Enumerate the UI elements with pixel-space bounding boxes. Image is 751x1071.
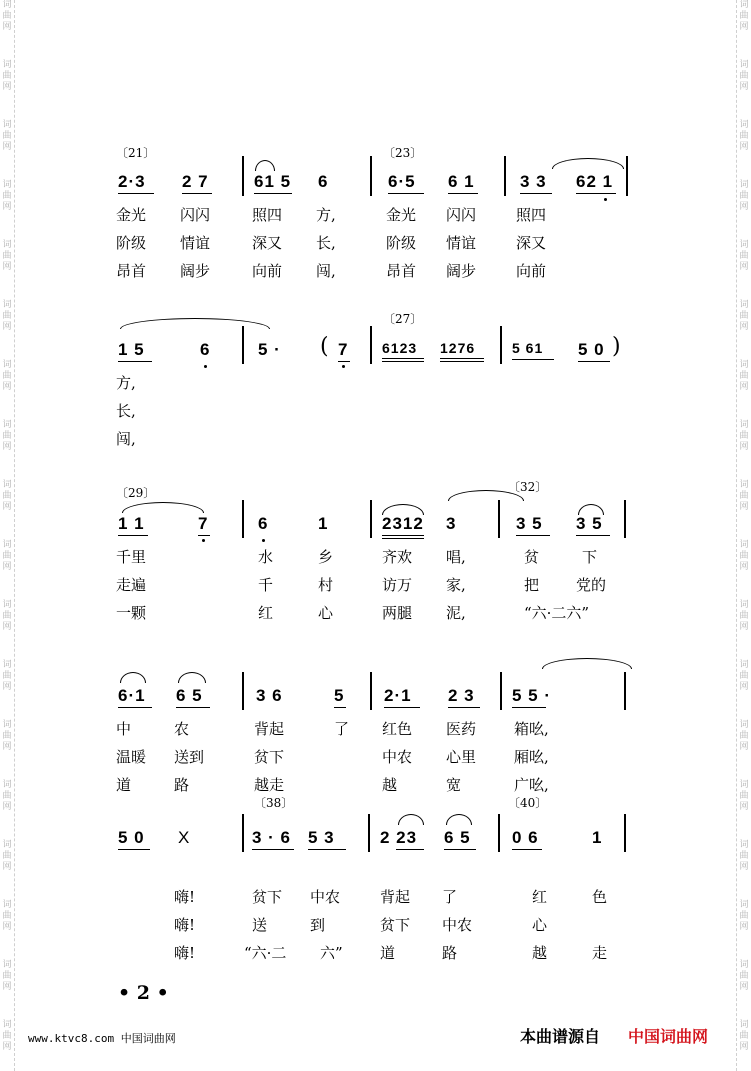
watermark-text: 词 曲 网: [2, 0, 12, 32]
lyric: 广吆,: [514, 776, 549, 794]
bar-line: [624, 500, 626, 538]
beam-line: [516, 535, 550, 536]
note-group: 6 5: [444, 828, 471, 847]
watermark-text: 词 曲 网: [739, 120, 749, 152]
lyric: 照四: [516, 206, 547, 224]
system-1: [112, 138, 632, 288]
watermark-text: 词 曲 网: [739, 720, 749, 752]
lyric: 齐欢: [382, 548, 413, 566]
lyric: 嗨!: [174, 916, 196, 934]
watermark-text: 词 曲 网: [2, 420, 12, 452]
lyric: 宽: [446, 776, 462, 794]
bar-line: [500, 672, 502, 710]
slur: [120, 318, 270, 329]
lyric: 深又: [516, 234, 547, 252]
lyric: 村: [318, 576, 334, 594]
watermark-text: 词 曲 网: [739, 600, 749, 632]
measure-number: 〔29〕: [116, 486, 156, 500]
bar-line: [242, 326, 244, 364]
lyric: 农: [174, 720, 190, 738]
lyric: 中农: [310, 888, 341, 906]
watermark-text: 词 曲 网: [2, 660, 12, 692]
lyric: 走: [592, 944, 608, 962]
slur: [398, 814, 424, 825]
slur: [122, 502, 204, 513]
lyric: “六·二六”: [524, 604, 590, 622]
beam-line: [512, 359, 554, 360]
beam-line: [382, 535, 424, 536]
beam-line: [440, 361, 484, 362]
watermark-text: 词 曲 网: [2, 60, 12, 92]
lyric: 背起: [380, 888, 411, 906]
octave-dot: [604, 198, 607, 201]
beam-line: [118, 361, 152, 362]
beam-line: [254, 193, 292, 194]
octave-dot: [342, 365, 345, 368]
watermark-text: 词 曲 网: [2, 360, 12, 392]
lyric: 嗨!: [174, 888, 196, 906]
measure-number: 〔23〕: [383, 146, 423, 160]
lyric: “六·二: [244, 944, 287, 962]
lyric: 阶级: [116, 234, 147, 252]
note-group: 5 3: [308, 828, 335, 847]
lyric: 长,: [316, 234, 336, 252]
note-group: 5 ·: [258, 340, 281, 359]
note-group: 0 6: [512, 828, 539, 847]
bar-line: [500, 326, 502, 364]
lyric: 中农: [442, 916, 473, 934]
beam-line: [118, 535, 148, 536]
watermark-text: 词 曲 网: [739, 300, 749, 332]
watermark-text: 词 曲 网: [2, 960, 12, 992]
lyric: 路: [174, 776, 190, 794]
note-group: 3 5: [516, 514, 543, 533]
watermark-text: 词 曲 网: [739, 480, 749, 512]
bar-line: [624, 814, 626, 852]
watermark-text: 词 曲 网: [2, 900, 12, 932]
watermark-text: 词 曲 网: [739, 420, 749, 452]
system-5: [112, 790, 632, 970]
note-group: 5 5 ·: [512, 686, 552, 705]
slur: [120, 672, 146, 683]
watermark-text: 词 曲 网: [739, 240, 749, 272]
lyric: 昂首: [386, 262, 417, 280]
beam-line: [444, 849, 476, 850]
beam-line: [198, 535, 210, 536]
bar-line: [498, 814, 500, 852]
note-group: 62 1: [576, 172, 614, 191]
watermark-text: 词 曲 网: [2, 840, 12, 872]
watermark-text: 词 曲 网: [2, 780, 12, 812]
note-group: 1: [318, 514, 329, 533]
lyric: 深又: [252, 234, 283, 252]
lyric: 道: [116, 776, 132, 794]
beam-line: [182, 193, 212, 194]
beam-line: [448, 193, 478, 194]
lyric: 乡: [318, 548, 334, 566]
lyric: 长,: [116, 402, 136, 420]
note-group: 7: [198, 514, 209, 533]
note-group: 6: [200, 340, 211, 359]
lyric: 水: [258, 548, 274, 566]
lyric: 路: [442, 944, 458, 962]
slur: [552, 158, 624, 169]
beam-line: [388, 193, 424, 194]
lyric: 阔步: [180, 262, 211, 280]
measure-number: 〔27〕: [383, 312, 423, 326]
lyric: 温暖: [116, 748, 147, 766]
lyric: 把: [524, 576, 540, 594]
lyric: 访万: [382, 576, 413, 594]
watermark-text: 词 曲 网: [739, 60, 749, 92]
lyric: 向前: [252, 262, 283, 280]
lyric: 千里: [116, 548, 147, 566]
lyric: 阔步: [446, 262, 477, 280]
beam-line: [118, 849, 150, 850]
watermark-text: 词 曲 网: [739, 180, 749, 212]
note-group: 6123: [382, 340, 418, 356]
lyric: 到: [310, 916, 326, 934]
lyric: 红: [258, 604, 274, 622]
watermark-text: 词 曲 网: [739, 960, 749, 992]
note-group: 3 6: [256, 686, 283, 705]
watermark-text: 词 曲 网: [2, 540, 12, 572]
note-group: 5 0: [118, 828, 145, 847]
slur: [542, 658, 632, 669]
octave-dot: [262, 539, 265, 542]
lyric: 阶级: [386, 234, 417, 252]
lyric: 金光: [386, 206, 417, 224]
lyric: 红色: [382, 720, 413, 738]
watermark-text: 词 曲 网: [2, 180, 12, 212]
watermark-text: 词 曲 网: [2, 720, 12, 752]
note-group: 5 61: [512, 340, 544, 356]
octave-dot: [202, 539, 205, 542]
lyric: 背起: [254, 720, 285, 738]
note-group: 6: [318, 172, 329, 191]
bar-line: [242, 500, 244, 538]
lyric: 闪闪: [446, 206, 477, 224]
lyric: 向前: [516, 262, 547, 280]
close-paren: ): [612, 334, 621, 359]
bar-line: [498, 500, 500, 538]
watermark-text: 词 曲 网: [739, 540, 749, 572]
measure-number: 〔21〕: [116, 146, 156, 160]
lyric: 色: [592, 888, 608, 906]
lyric: 唱,: [446, 548, 466, 566]
lyric: 送到: [174, 748, 205, 766]
bar-line: [626, 156, 628, 196]
lyric: 心里: [446, 748, 477, 766]
note-group: 61 5: [254, 172, 292, 191]
lyric: 越走: [254, 776, 285, 794]
watermark-strip-left: [0, 0, 15, 1071]
lyric: 心: [532, 916, 548, 934]
note-group: 1 5: [118, 340, 145, 359]
note-group: 2 7: [182, 172, 209, 191]
page-number: • 2 •: [118, 982, 169, 1004]
lyric: 千: [258, 576, 274, 594]
note-group: 7: [338, 340, 349, 359]
slur: [178, 672, 206, 683]
lyric: 方,: [316, 206, 336, 224]
watermark-text: 词 曲 网: [2, 1020, 12, 1052]
watermark-text: 词 曲 网: [2, 300, 12, 332]
lyric: 箱吆,: [514, 720, 549, 738]
system-3: [112, 478, 632, 628]
beam-line: [252, 849, 294, 850]
bar-line: [370, 500, 372, 538]
beam-line: [118, 707, 152, 708]
bar-line: [624, 672, 626, 710]
beam-line: [334, 707, 346, 708]
watermark-text: 词 曲 网: [739, 840, 749, 872]
lyric: 照四: [252, 206, 283, 224]
bar-line: [368, 814, 370, 852]
watermark-strip-right: [736, 0, 751, 1071]
lyric: 闯,: [116, 430, 136, 448]
note-group: 6 5: [176, 686, 203, 705]
lyric: 红: [532, 888, 548, 906]
watermark-text: 词 曲 网: [2, 120, 12, 152]
lyric: 一颗: [116, 604, 147, 622]
lyric: 情谊: [446, 234, 477, 252]
beam-line: [382, 358, 424, 359]
lyric: 贫下: [380, 916, 411, 934]
note-group: 3: [446, 514, 457, 533]
lyric: 嗨!: [174, 944, 196, 962]
open-paren: (: [320, 334, 329, 359]
lyric: 闪闪: [180, 206, 211, 224]
beam-line: [308, 849, 346, 850]
watermark-text: 词 曲 网: [2, 600, 12, 632]
measure-number: 〔40〕: [508, 796, 548, 810]
watermark-text: 词 曲 网: [739, 900, 749, 932]
slur: [255, 160, 275, 171]
lyric: 闯,: [316, 262, 336, 280]
lyric: 走遍: [116, 576, 147, 594]
note-group: 2·1: [384, 686, 412, 705]
measure-number: 〔32〕: [508, 480, 548, 494]
lyric: 厢吆,: [514, 748, 549, 766]
note-group: 6 1: [448, 172, 475, 191]
bar-line: [504, 156, 506, 196]
beam-line: [520, 193, 552, 194]
lyric: 贫: [524, 548, 540, 566]
lyric: 两腿: [382, 604, 413, 622]
beam-line: [396, 849, 424, 850]
beam-line: [382, 538, 424, 539]
note-group: 3 5: [576, 514, 603, 533]
note-group: 6·5: [388, 172, 416, 191]
beam-line: [118, 193, 154, 194]
beam-line: [576, 193, 616, 194]
bar-line: [242, 672, 244, 710]
beam-line: [512, 849, 542, 850]
bar-line: [242, 156, 244, 196]
lyric: 送: [252, 916, 268, 934]
bar-line: [370, 326, 372, 364]
bar-line: [370, 156, 372, 196]
lyric: 了: [334, 720, 350, 738]
lyric: 下: [582, 548, 598, 566]
measure-number: 〔38〕: [254, 796, 294, 810]
watermark-text: 词 曲 网: [2, 480, 12, 512]
beam-line: [512, 707, 546, 708]
note-group: 5 0: [578, 340, 605, 359]
lyric: 了: [442, 888, 458, 906]
lyric: 道: [380, 944, 396, 962]
system-4: [112, 652, 632, 802]
note-group: 1 1: [118, 514, 145, 533]
note-group: 1: [592, 828, 603, 847]
lyric: 情谊: [180, 234, 211, 252]
note-group: 6·1: [118, 686, 146, 705]
note-group: 2312: [382, 514, 424, 533]
lyric: 贫下: [252, 888, 283, 906]
lyric: 越: [382, 776, 398, 794]
beam-line: [448, 707, 480, 708]
footer-source-label: 本曲谱源自: [520, 1027, 601, 1046]
lyric: 泥,: [446, 604, 466, 622]
lyric: 医药: [446, 720, 477, 738]
bar-line: [370, 672, 372, 710]
lyric: 越: [532, 944, 548, 962]
lyric: 中农: [382, 748, 413, 766]
beam-line: [576, 535, 610, 536]
note-group: 2 3: [448, 686, 475, 705]
note-group: 5: [334, 686, 345, 705]
beam-line: [384, 707, 420, 708]
lyric: 昂首: [116, 262, 147, 280]
lyric: 中: [116, 720, 132, 738]
note-group: 3 · 6: [252, 828, 292, 847]
octave-dot: [204, 365, 207, 368]
footer-site-text: www.ktvc8.com 中国词曲网: [28, 1032, 176, 1045]
note-group: 6: [258, 514, 269, 533]
watermark-text: 词 曲 网: [739, 0, 749, 32]
lyric: 六”: [320, 944, 343, 962]
watermark-text: 词 曲 网: [2, 240, 12, 272]
slur: [446, 814, 472, 825]
lyric: 心: [318, 604, 334, 622]
system-2: [112, 310, 632, 450]
note-group: 1276: [440, 340, 476, 356]
watermark-text: 词 曲 网: [739, 660, 749, 692]
note-group: X: [178, 828, 191, 847]
note-group: 2·3: [118, 172, 146, 191]
lyric: 党的: [576, 576, 607, 594]
note-group: 2 23: [380, 828, 418, 847]
beam-line: [382, 361, 424, 362]
lyric: 家,: [446, 576, 466, 594]
bar-line: [242, 814, 244, 852]
footer-brand: 中国词曲网: [628, 1027, 709, 1046]
lyric: 方,: [116, 374, 136, 392]
lyric: 金光: [116, 206, 147, 224]
watermark-text: 词 曲 网: [739, 1020, 749, 1052]
watermark-text: 词 曲 网: [739, 360, 749, 392]
watermark-text: 词 曲 网: [739, 780, 749, 812]
beam-line: [338, 361, 350, 362]
beam-line: [176, 707, 210, 708]
beam-line: [578, 361, 610, 362]
lyric: 贫下: [254, 748, 285, 766]
note-group: 3 3: [520, 172, 547, 191]
beam-line: [440, 358, 484, 359]
